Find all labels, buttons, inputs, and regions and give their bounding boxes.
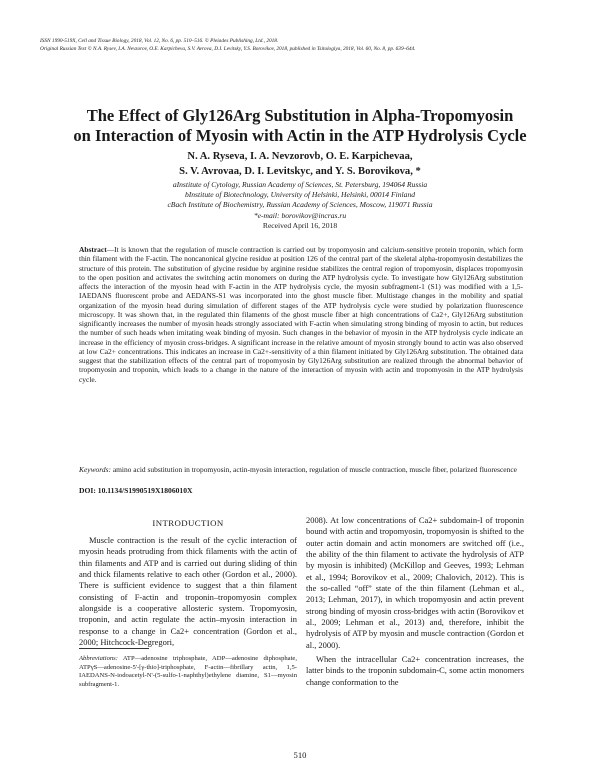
abstract: [79, 245, 523, 384]
header-original-text-line: Original Russian Text © N.A. Rysev, I.A. Nevzorov, O.E. Karpicheva, S.V. Avrova, D.I. Levitsky, Y.S. Borovikov, 2018, published in Tsitologiya, 2018, Vol. 60, No. 8, pp. 639–644.: [40, 45, 416, 52]
keywords-text: amino acid substitution in tropomyosin, actin-myosin interaction, regulation of muscle contraction, muscle fiber, polarized fluorescence: [112, 465, 517, 474]
intro-paragraph-1: Muscle contraction is the result of the cyclic interaction of myosin heads protruding from thick filaments with the actin of thin filaments and ATP and is carried out during sliding of thin and thick filaments relative to each other (Gordon et al., 2000). There is sufficient evidence to suggest that a thin filament consisting of F-actin and troponin–tropomyosin complex alongside is a cooperative allosteric system. Tropomyosin, troponin, and actin regulate the actin–myosin interaction in response to a change in Ca2+ concentration (Gordon et al., 2000; Hitchcock-Degregori,: [79, 535, 297, 648]
abbreviations-footnote: [79, 655, 297, 689]
abbreviations-label: Abbreviations:: [79, 655, 118, 662]
doi: DOI: 10.1134/S1990519X1806010X: [79, 486, 193, 495]
keywords-label: Keywords:: [79, 465, 111, 474]
keywords: [79, 465, 523, 474]
page-number: 510: [293, 750, 307, 760]
abbreviations-text: ATP—adenosine triphosphate, ADP—adenosine diphosphate, ATPγS—adenosine-5'-[γ-thio]-triphosphate, F-actin—fibrillary actin, 1,5-IAEDANS-N-iodoacetyl-N'-(5-sulfo-1-naphthyl)ethylene diamine, S1—myosin subfragment-1.: [79, 655, 297, 688]
received-date: Received April 16, 2018: [262, 220, 338, 230]
title-line-2: on Interaction of Myosin with Actin in the ATP Hydrolysis Cycle: [73, 126, 527, 145]
left-column: [79, 535, 297, 648]
right-column: [306, 515, 524, 688]
journal-header: [40, 38, 570, 53]
footnote-divider: [79, 648, 149, 649]
title-line-1: The Effect of Gly126Arg Substitution in Alpha-Tropomyosin: [86, 106, 514, 125]
authors-line-2: S. V. Avrovaa, D. I. Levitskyc, and Y. S. Borovikova, *: [179, 165, 421, 177]
section-heading-introduction: INTRODUCTION: [152, 518, 224, 528]
abstract-label: Abstract: [79, 245, 107, 254]
corresponding-email: *e-mail: borovikov@incras.ru: [253, 210, 347, 220]
article-title: [40, 106, 560, 146]
authors-line-1: N. A. Ryseva, I. A. Nevzorovb, O. E. Karpichevaa,: [187, 151, 413, 162]
affiliations: [40, 180, 560, 231]
author-list: [40, 150, 560, 179]
header-issn-line: ISSN 1990-519X, Cell and Tissue Biology, 2018, Vol. 12, No. 6, pp. 510–516. © Pleiades Publishing, Ltd., 2018.: [40, 38, 279, 44]
intro-paragraph-2: 2008). At low concentrations of Ca2+ subdomain-I of troponin bound with actin and tropomyosin, tropomyosin is shifted to the outer actin domain and actin monomers are switched off (i.e., the ability of the thin filament to activate the hydrolysis of ATP by myosin is inhibited) (McKillop and Geeves, 1993; Lehman et al., 1994; Borovikov et al., 2009; Chalovich, 2012). This is the so-called “off” state of the thin filament (Lehman et al., 2013; Lehman, 2017), in which tropomyosin and actin prevent strong binding of myosin cross-bridges with actin (Borovikov et al., 2009; Lehman et al., 2013) and, therefore, inhibit the hydrolysis of ATP by myosin and muscle contraction (Gordon et al., 2000).: [306, 515, 524, 650]
intro-paragraph-3: When the intracellular Ca2+ concentration increases, the latter binds to the troponin subdomain-C, some actin monomers change conformation to the: [306, 654, 524, 687]
affiliation-a: aInstitute of Cytology, Russian Academy of Sciences, St. Petersburg, 194064 Russia: [172, 180, 428, 189]
affiliation-b: bInstitute of Biotechnology, University of Helsinki, Helsinki, 00014 Finland: [184, 190, 416, 200]
affiliation-c: cBach Institute of Biochemistry, Russian Academy of Sciences, Moscow, 119071 Russia: [167, 200, 433, 210]
abstract-text: —It is known that the regulation of muscle contraction is carried out by tropomyosin and calcium-sensitive protein troponin, which form thin filament with the F-actin. The noncanonical glycine residue at position 126 of the central part of the skeletal alpha-tropomyosin destabilizes the structure of this protein. The substitution of glycine residue by arginine residue stabilizes the central region of tropomyosin, displaces tropomyosin to the open position and activates the switching actin monomers on during the ATP hydrolysis cycle. To investigate how Gly126Arg substitution affects the interaction of the myosin head with F-actin in the ATP hydrolysis cycle, the myosin subfragment-1 (S1) was modified with a 1,5-IAEDANS fluorescent probe and AEDANS-S1 was incorporated into the ghost muscle fiber. Multistage changes in the mobility and spatial organization of the myosin head during simulation of different stages of the ATP hydrolysis cycle were studied by polarization fluorescence microscopy. It was shown that, in the regulated thin filaments of the ghost muscle fiber at high concentrations of Ca2+, Gly126Arg substitution significantly increases the number of myosin heads strongly associated with F-actin when simulating strong binding of myosin to actin, but reduces the number of such heads when imitating weak binding of myosin. Such changes in the behavior of myosin in the ATP hydrolysis cycle indicate an increase in the efficiency of myosin cross-bridges. A significant increase in the relative amount of myosin strongly bound to actin was also observed at low Ca2+ concentrations. This indicates an increase in Ca2+-sensitivity of a thin filament initiated by Gly126Arg substitution. The obtained data suggest that the stabilization effects of the central part of tropomyosin by Gly126Arg substitution are realized through the abnormal behavior of tropomyosin and troponin, which leads to a change in the nature of the interaction of myosin with actin and tropomyosin in the ATP hydrolysis cycle.: [79, 245, 523, 384]
